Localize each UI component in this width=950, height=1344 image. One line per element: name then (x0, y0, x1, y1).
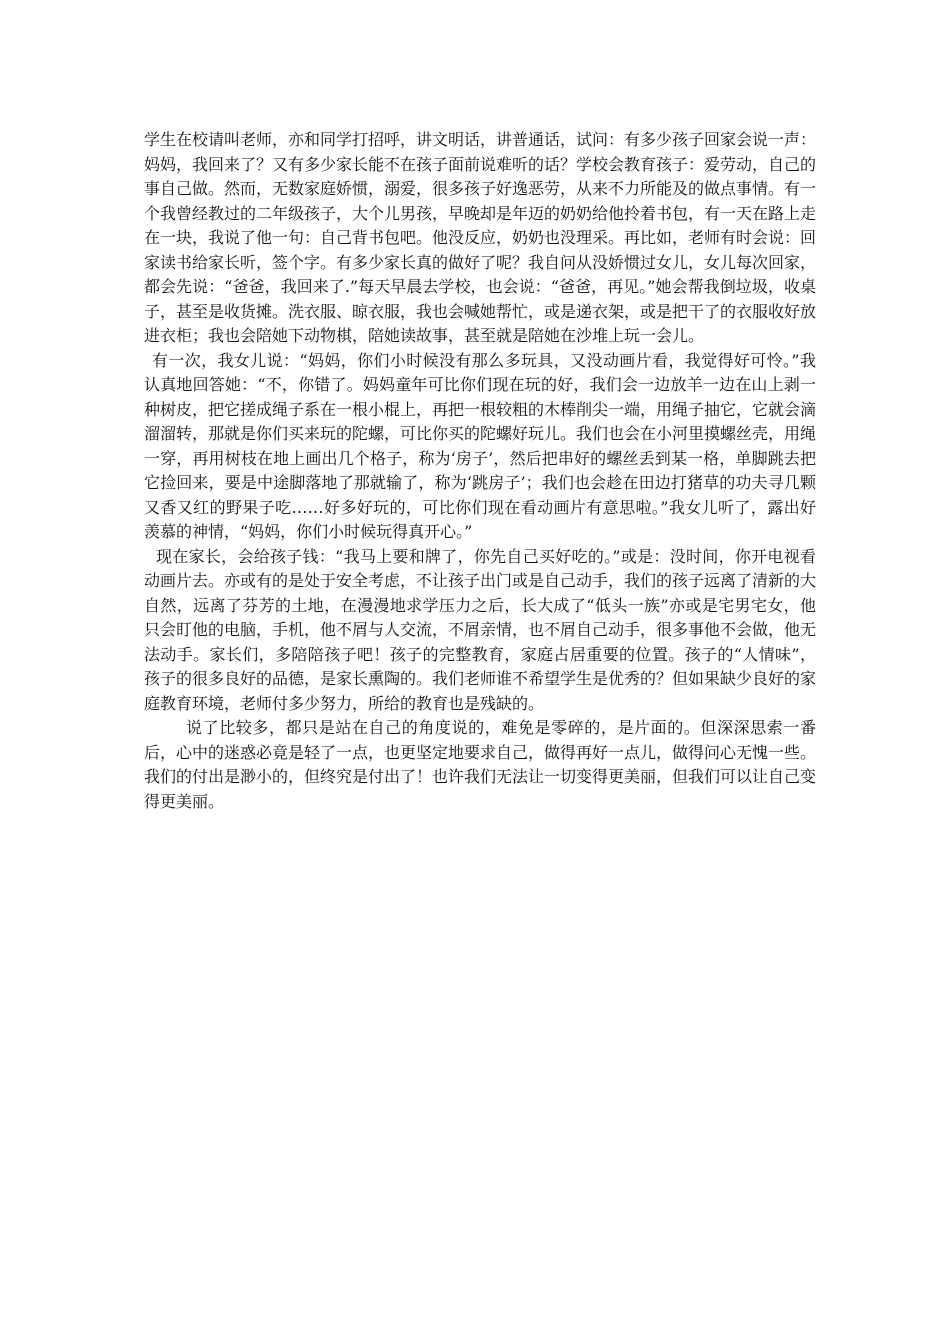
paragraph-4: 说了比较多，都只是站在自己的角度说的，难免是零碎的，是片面的。但深深思索一番后，心中的迷惑必竟是轻了一点，也更坚定地要求自己，做得再好一点儿，做得问心无愧一些。我们的付出是渺小的，但终究是付出了！也许我们无法让一切变得更美丽，但我们可以让自己变得更美丽。 (144, 718, 817, 811)
paragraph-3: 现在家长，会给孩子钱：“我马上要和牌了，你先自己买好吃的。”或是：没时间，你开电视看动画片去。亦或有的是处于安全考虑，不让孩子出门或是自己动手，我们的孩子远离了清新的大自然，远离了芬芳的土地，在漫漫地求学压力之后，长大成了“低头一族”亦或是宅男宅女，他只会盯他的电脑，手机，他不屑与人交流，不屑亲情，也不屑自己动手，很多事他不会做，他无法动手。家长们，多陪陪孩子吧！孩子的完整教育，家庭占居重要的位置。孩子的“人情味”，孩子的很多良好的品德，是家长熏陶的。我们老师谁不希望学生是优秀的？但如果缺少良好的家庭教育环境，老师付多少努力，所给的教育也是残缺的。 (144, 546, 817, 713)
paragraph-2: 有一次，我女儿说：“妈妈，你们小时候没有那么多玩具，又没动画片看，我觉得好可怜。”我认真地回答她：“不，你错了。妈妈童年可比你们现在玩的好，我们会一边放羊一边在山上剥一种树皮，把它搓成绳子系在一根小棍上，再把一根较粗的木棒削尖一端，用绳子抽它，它就会滴溜溜转，那就是你们买来玩的陀螺，可比你买的陀螺好玩儿。我们也会在小河里摸螺丝壳，用绳一穿，再用树枝在地上画出几个格子，称为‘房子’，然后把串好的螺丝丢到某一格，单脚跳去把它捡回来，要是中途脚落地了那就输了，称为‘跳房子’；我们也会趁在田边打猪草的功夫寻几颗又香又红的野果子吃……好多好玩的，可比你们现在看动画片有意思啦。”我女儿听了，露出好羡慕的神情，“妈妈，你们小时候玩得真开心。” (144, 350, 817, 541)
paragraph-1: 学生在校请叫老师，亦和同学打招呼，讲文明话，讲普通话，试问：有多少孩子回家会说一声：妈妈，我回来了？又有多少家长能不在孩子面前说难听的话？学校会教育孩子：爱劳动，自己的事自己做。然而，无数家庭娇惯，溺爱，很多孩子好逸恶劳，从来不力所能及的做点事情。有一个我曾经教过的二年级孩子，大个儿男孩，早晚却是年迈的奶奶给他拎着书包，有一天在路上走在一块，我说了他一句：自己背书包吧。他没反应，奶奶也没理采。再比如，老师有时会说：回家读书给家长听，签个字。有多少家长真的做好了呢？我自问从没娇惯过女儿，女儿每次回家，都会先说：“爸爸，我回来了.”每天早晨去学校，也会说：“爸爸，再见。”她会帮我倒垃圾，收桌子，甚至是收货摊。洗衣服、晾衣服，我也会喊她帮忙，或是递衣架，或是把干了的衣服收好放进衣柜；我也会陪她下动物棋，陪她读故事，甚至就是陪她在沙堆上玩一会儿。 (144, 130, 817, 345)
document-body (144, 128, 816, 814)
